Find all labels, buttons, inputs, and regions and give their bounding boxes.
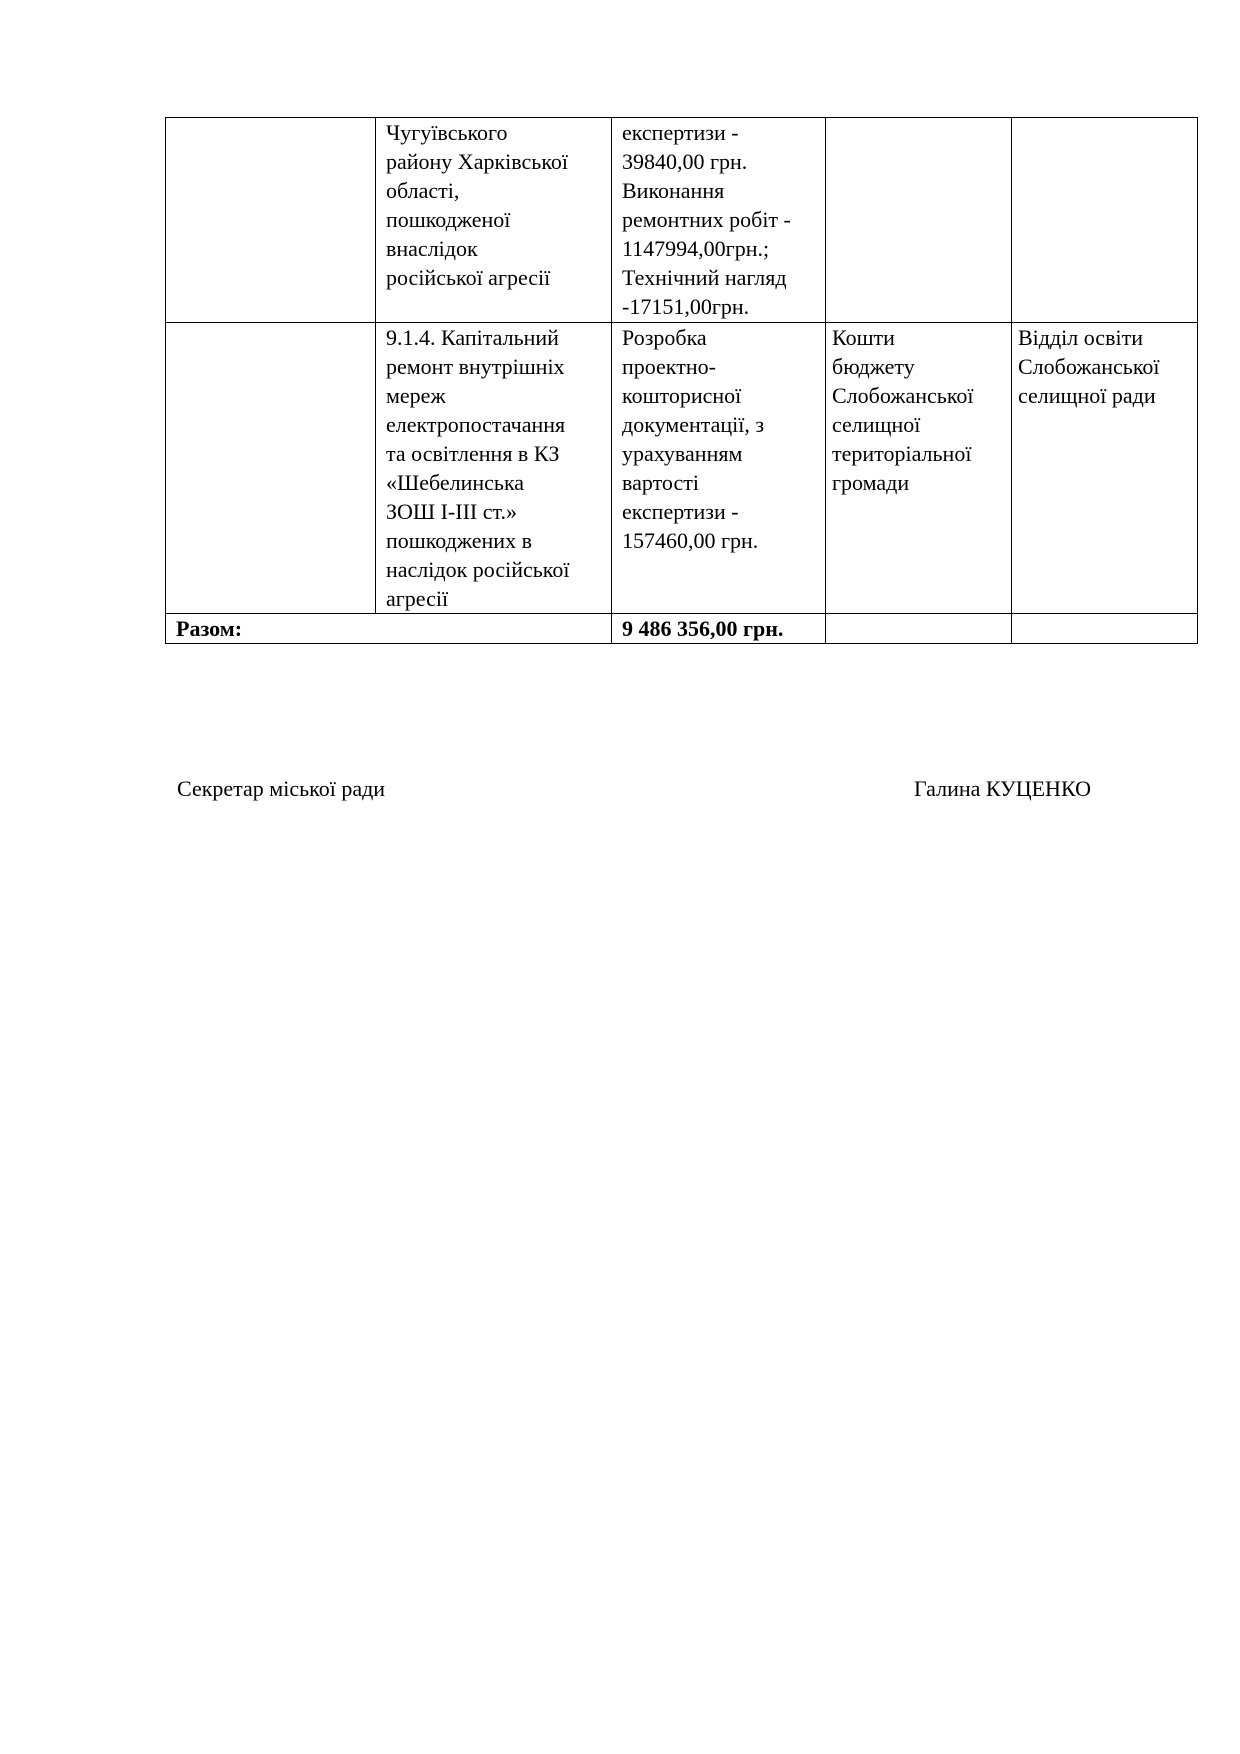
table-row-continued: [166, 118, 1198, 323]
table-row-item-9-1-4: [166, 323, 1198, 614]
table-cell-empty: [166, 118, 376, 323]
executor-cell: [1012, 118, 1198, 323]
table-cell-empty: [166, 323, 376, 614]
measure-description-cell: Чугуївського району Харківської області, пошкодженої внаслідок російської агресії: [376, 118, 612, 323]
cost-cell: Розробка проектно- кошторисної документації, з урахуванням вартості експертизи - 157460,00 грн.: [612, 323, 826, 614]
table-cell-empty: [1012, 614, 1198, 644]
signature-name: Галина КУЦЕНКО: [914, 776, 1091, 801]
table-cell-empty: [826, 614, 1012, 644]
measures-table: [165, 117, 1198, 644]
cost-cell: експертизи - 39840,00 грн. Виконання ремонтних робіт - 1147994,00грн.; Технічний нагляд -17151,00грн.: [612, 118, 826, 323]
executor-cell: Відділ освіти Слобожанської селищної ради: [1012, 323, 1198, 614]
signature-position: Секретар міської ради: [177, 776, 386, 801]
table-row-total: [166, 614, 1198, 644]
funding-source-cell: Кошти бюджету Слобожанської селищної територіальної громади: [826, 323, 1012, 614]
total-label: Разом:: [166, 614, 612, 644]
measure-description-cell: 9.1.4. Капітальний ремонт внутрішніх мереж електропостачання та освітлення в КЗ «Шебелинська ЗОШ І-ІІІ ст.» пошкоджених в наслідок російської агресії: [376, 323, 612, 614]
total-amount: 9 486 356,00 грн.: [612, 614, 826, 644]
funding-source-cell: [826, 118, 1012, 323]
